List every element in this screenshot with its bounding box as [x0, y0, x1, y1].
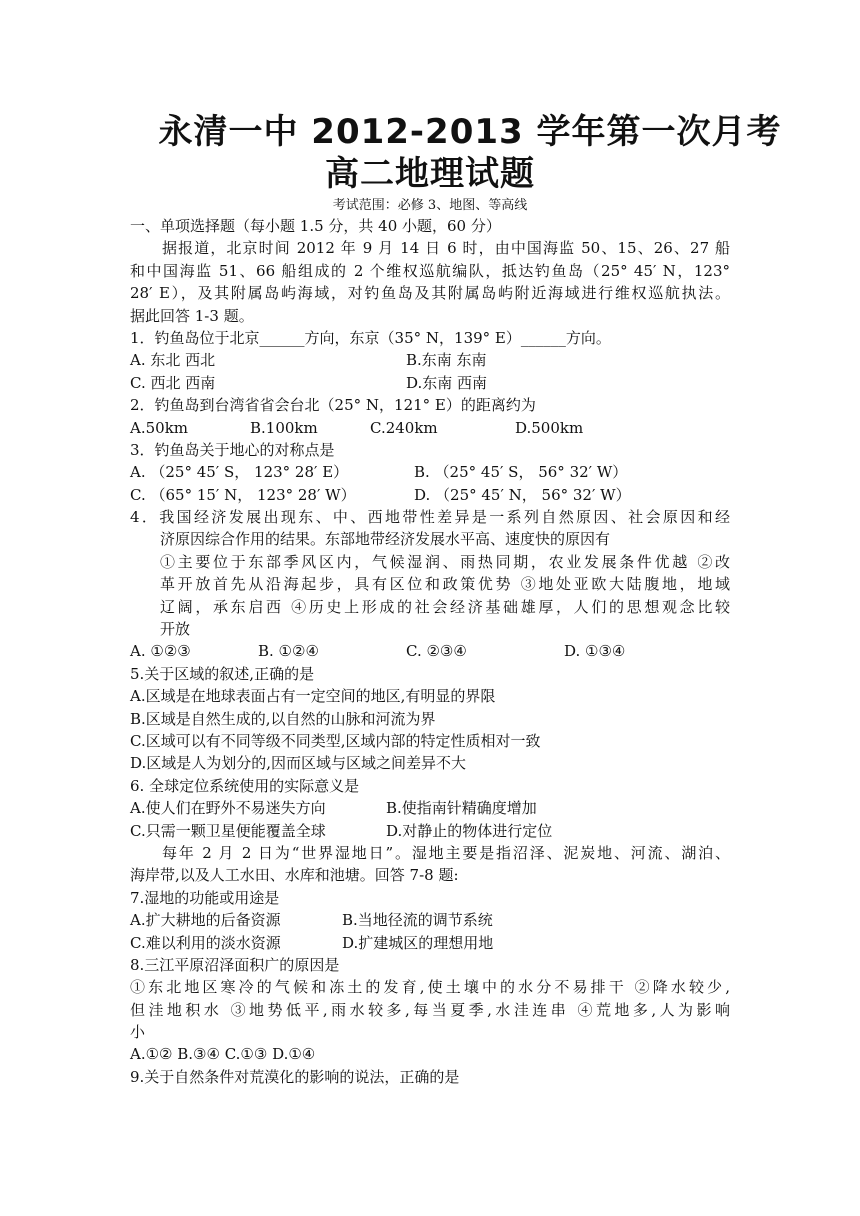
passage-line: 据报道，北京时间 2012 年 9 月 14 日 6 时，由中国海监 50、15、26、27 船 [162, 239, 730, 258]
options-row [130, 417, 730, 439]
options-row [130, 909, 730, 931]
statement-line: 但洼地积水 ③地势低平,雨水较多,每当夏季,水洼连串 ④荒地多,人为影响 [130, 1000, 730, 1019]
statement-line: 小 [130, 1023, 146, 1042]
section-heading: 一、单项选择题（每小题 1.5 分，共 40 小题，60 分） [130, 217, 501, 235]
question-stem: 6. 全球定位系统使用的实际意义是 [130, 776, 360, 795]
exam-subtitle: 高二地理试题 [325, 154, 535, 194]
option-b: B.使指南针精确度增加 [386, 799, 537, 818]
option-c: C. ②③④ [406, 642, 467, 661]
option-d: D.对静止的物体进行定位 [386, 821, 553, 840]
question-stem: 2．钓鱼岛到台湾省省会台北（25° N，121° E）的距离约为 [130, 396, 536, 415]
option-d: D. （25° 45′ N， 56° 32′ W） [414, 485, 631, 504]
question-stem: 8.三江平原沼泽面积广的原因是 [130, 955, 340, 974]
question-stem: 3．钓鱼岛关于地心的对称点是 [130, 440, 335, 459]
option-d: D.东南 西南 [406, 373, 488, 392]
statement-line: 辽阔，承东启西 ④历史上形成的社会经济基础雄厚，人们的思想观念比较 [160, 597, 730, 616]
options-row [130, 461, 730, 483]
option-a: A.50km [130, 418, 189, 437]
option-d: D. ①③④ [564, 642, 626, 661]
option-c: C.只需一颗卫星便能覆盖全球 [130, 821, 326, 840]
option-b: B.100km [250, 418, 318, 437]
question-stem: 5.关于区域的叙述,正确的是 [130, 664, 315, 683]
option-a: A.使人们在野外不易迷失方向 [130, 799, 326, 818]
option-d: D.扩建城区的理想用地 [342, 933, 494, 952]
passage-line: 据此回答 1-3 题。 [130, 306, 254, 325]
question-stem: 7.湿地的功能或用途是 [130, 888, 280, 907]
option-d: D.500km [515, 418, 584, 437]
option-b: B.当地径流的调节系统 [342, 911, 493, 930]
option-c: C.240km [370, 418, 438, 437]
passage-line: 海岸带,以及人工水田、水库和池塘。回答 7-8 题: [130, 866, 459, 885]
passage-line: 和中国海监 51、66 船组成的 2 个维权巡航编队，抵达钓鱼岛（25° 45′ N，123° [130, 261, 730, 280]
options-row [130, 797, 730, 819]
options-row [130, 372, 730, 394]
options-row [130, 640, 730, 662]
exam-content [130, 215, 730, 1088]
question-stem: 9.关于自然条件对荒漠化的影响的说法，正确的是 [130, 1067, 460, 1086]
exam-scope: 考试范围：必修 3、地图、等高线 [332, 198, 528, 213]
question-stem: 1．钓鱼岛位于北京______方向，东京（35° N，139° E）______方向。 [130, 328, 611, 347]
option-d: D.区域是人为划分的,因而区域与区域之间差异不大 [130, 754, 467, 773]
option-c: C.难以利用的淡水资源 [130, 933, 281, 952]
options-row: A.①② B.③④ C.①③ D.①④ [130, 1045, 316, 1064]
statement-line: ①主要位于东部季风区内，气候湿润、雨热同期，农业发展条件优越 ②改 [160, 552, 730, 571]
statement-line: 开放 [160, 620, 191, 639]
question-stem: 4．我国经济发展出现东、中、西地带性差异是一系列自然原因、社会原因和经 [130, 508, 730, 527]
passage-line: 28′ E），及其附属岛屿海域，对钓鱼岛及其附属岛屿附近海域进行维权巡航执法。 [130, 284, 730, 303]
question-stem: 济原因综合作用的结果。东部地带经济发展水平高、速度快的原因有 [160, 530, 611, 549]
option-b: B. （25° 45′ S， 56° 32′ W） [414, 463, 628, 482]
passage-line: 每年 2 月 2 日为“世界湿地日”。湿地主要是指沼泽、泥炭地、河流、湖泊、 [162, 843, 730, 862]
option-c: C. 西北 西南 [130, 373, 216, 392]
option-b: B.东南 东南 [406, 351, 487, 370]
option-c: C.区域可以有不同等级不同类型,区域内部的特定性质相对一致 [130, 731, 541, 750]
option-a: A.扩大耕地的后备资源 [130, 911, 281, 930]
option-a: A. ①②③ [130, 642, 191, 661]
option-a: A.区域是在地球表面占有一定空间的地区,有明显的界限 [130, 687, 496, 706]
option-b: B.区域是自然生成的,以自然的山脉和河流为界 [130, 709, 436, 728]
exam-title: 永清一中 2012-2013 学年第一次月考 [158, 112, 782, 152]
option-a: A. 东北 西北 [130, 351, 216, 370]
statement-line: 革开放首先从沿海起步，具有区位和政策优势 ③地处亚欧大陆腹地，地域 [160, 575, 730, 594]
options-row [130, 932, 730, 954]
options-row [130, 349, 730, 371]
option-b: B. ①②④ [258, 642, 319, 661]
option-c: C. （65° 15′ N， 123° 28′ W） [130, 485, 356, 504]
statement-line: ①东北地区寒冷的气候和冻土的发育,使土壤中的水分不易排干 ②降水较少, [130, 978, 730, 997]
options-row [130, 820, 730, 842]
options-row [130, 484, 730, 506]
option-a: A. （25° 45′ S， 123° 28′ E） [130, 463, 349, 482]
